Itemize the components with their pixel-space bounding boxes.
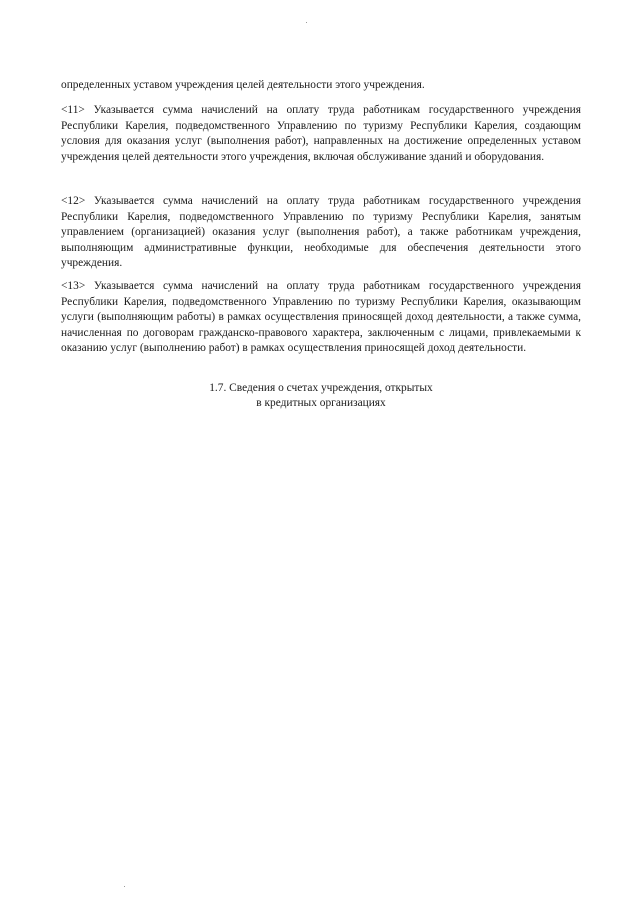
scan-artifact-dot <box>306 22 307 23</box>
section-heading <box>61 381 581 411</box>
intro-line-block <box>61 78 581 94</box>
section-heading-line-2: в кредитных организациях <box>256 397 386 409</box>
scan-artifact-dot <box>124 886 125 887</box>
footnote-13: <13> Указывается сумма начислений на оплату труда работникам государственного учреждения Республики Карелия, подведомственного Управлению по туризму Республики Карелия, оказывающим услуги (выполняющим работы) в рамках осуществления приносящей доход деятельности, а также сумма, начисленная по договорам гражданско-правового характера, заключенным с лицами, привлекаемыми к оказанию услуг (выполнению работ) в рамках осуществления приносящей доход деятельности. <box>61 280 581 355</box>
footnote-11-block <box>61 103 581 165</box>
intro-line: определенных уставом учреждения целей деятельности этого учреждения. <box>61 79 425 91</box>
footnote-12: <12> Указывается сумма начислений на оплату труда работникам государственного учреждения Республики Карелия, подведомственного Управлению по туризму Республики Карелия, занятым управлением (организацией) оказания услуг (выполнения работ), а также работникам учреждения, выполняющим административные функции, необходимые для обеспечения деятельности этого учреждения. <box>61 195 581 270</box>
footnote-13-block <box>61 279 581 357</box>
section-heading-line-1: 1.7. Сведения о счетах учреждения, открытых <box>209 382 433 394</box>
footnote-12-block <box>61 194 581 272</box>
footnote-11: <11> Указывается сумма начислений на оплату труда работникам государственного учреждения Республики Карелия, подведомственного Управлению по туризму Республики Карелия, создающим условия для оказания услуг (выполнения работ), направленных на достижение определенных уставом учреждения целей деятельности этого учреждения, включая обслуживание зданий и оборудования. <box>61 104 581 163</box>
